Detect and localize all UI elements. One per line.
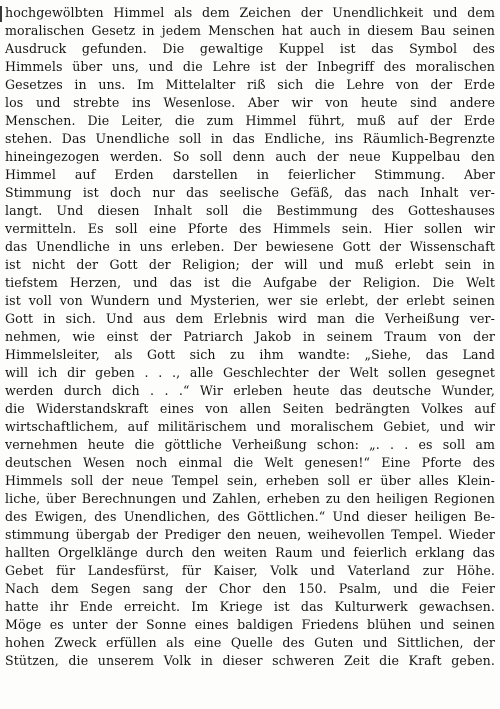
- text-line: stehen. Das Unendliche soll in das Endliche, ins Räumlich-Begrenzte: [5, 131, 495, 146]
- text-line: Himmels soll der neue Tempel sein, erheben soll er über alles Klein-: [5, 473, 495, 488]
- margin-mark: [0, 6, 2, 22]
- text-line: die Widerstandskraft eines von allen Seiten bedrängten Volkes auf: [5, 401, 495, 416]
- text-line: hohen Zweck erfüllen als eine Quelle des Guten und Sittlichen, der: [5, 635, 495, 650]
- text-line: des Ewigen, des Unendlichen, des Göttlichen.“ Und dieser heiligen Be-: [5, 509, 495, 524]
- text-line: Gesetzes in uns. Im Mittelalter riß sich die Lehre von der Erde: [5, 77, 495, 92]
- text-line: Nach dem Segen sang der Chor den 150. Psalm, und die Feier: [5, 581, 495, 596]
- text-line: Stimmung ist doch nur das seelische Gefäß, das nach Inhalt ver-: [5, 185, 495, 200]
- text-line: Himmel auf Erden darstellen in feierlicher Stimmung. Aber: [5, 167, 495, 182]
- text-line: stimmung übergab der Prediger den neuen, weihevollen Tempel. Wieder: [5, 527, 495, 542]
- text-line: langt. Und diesen Inhalt soll die Bestimmung des Gotteshauses: [5, 203, 495, 218]
- text-line: Gott in sich. Und aus dem Erlebnis wird man die Verheißung ver-: [5, 311, 495, 326]
- text-line: hochgewölbten Himmel als dem Zeichen der Unendlichkeit und dem: [5, 5, 495, 20]
- text-line: Ausdruck gefunden. Die gewaltige Kuppel ist das Symbol des: [5, 41, 495, 56]
- text-line: will ich dir geben . . ., alle Geschlechter der Welt sollen gesegnet: [5, 365, 495, 380]
- text-line: hatte ihr Ende erreicht. Im Kriege ist das Kulturwerk gewachsen.: [5, 599, 495, 614]
- text-line: ist voll von Wundern und Mysterien, wer sie erlebt, der erlebt seinen: [5, 293, 495, 308]
- text-line: wirtschaftlichem, auf militärischem und moralischem Gebiet, und wir: [5, 419, 495, 434]
- text-line: los und strebte ins Wesenlose. Aber wir von heute sind andere: [5, 95, 495, 110]
- text-line: vernehmen heute die göttliche Verheißung schon: „. . . es soll am: [5, 437, 495, 452]
- text-line: moralischen Gesetz in jedem Menschen hat auch in diesem Bau seinen: [5, 23, 495, 38]
- text-line: hallten Orgelklänge durch den weiten Raum und feierlich erklang das: [5, 545, 495, 560]
- body-text: [5, 4, 495, 670]
- text-line: hineingezogen werden. So soll denn auch der neue Kuppelbau den: [5, 149, 495, 164]
- text-line: Gebet für Landesfürst, für Kaiser, Volk und Vaterland zur Höhe.: [5, 563, 495, 578]
- text-line: liche, über Berechnungen und Zahlen, erheben zu den heiligen Regionen: [5, 491, 495, 506]
- text-line: vermitteln. Es soll eine Pforte des Himmels sein. Hier sollen wir: [5, 221, 495, 236]
- text-line: werden durch dich . . .“ Wir erleben heute das deutsche Wunder,: [5, 383, 495, 398]
- text-line: Möge es unter der Sonne eines baldigen Friedens blühen und seinen: [5, 617, 495, 632]
- text-line: ist nicht der Gott der Religion; der will und muß erlebt sein in: [5, 257, 495, 272]
- text-line: Menschen. Die Leiter, die zum Himmel führt, muß auf der Erde: [5, 113, 495, 128]
- text-line: Himmels über uns, und die Lehre ist der Inbegriff des moralischen: [5, 59, 495, 74]
- text-line: tiefstem Herzen, und das ist die Aufgabe der Religion. Die Welt: [5, 275, 495, 290]
- text-line: Stützen, die unserem Volk in dieser schweren Zeit die Kraft geben.: [5, 653, 495, 668]
- text-line: deutschen Wesen noch einmal die Welt genesen!“ Eine Pforte des: [5, 455, 495, 470]
- text-line: das Unendliche in uns erleben. Der bewiesene Gott der Wissenschaft: [5, 239, 495, 254]
- text-line: Himmelsleiter, als Gott sich zu ihm wandte: „Siehe, das Land: [5, 347, 495, 362]
- text-line: nehmen, wie einst der Patriarch Jakob in seinem Traum von der: [5, 329, 495, 344]
